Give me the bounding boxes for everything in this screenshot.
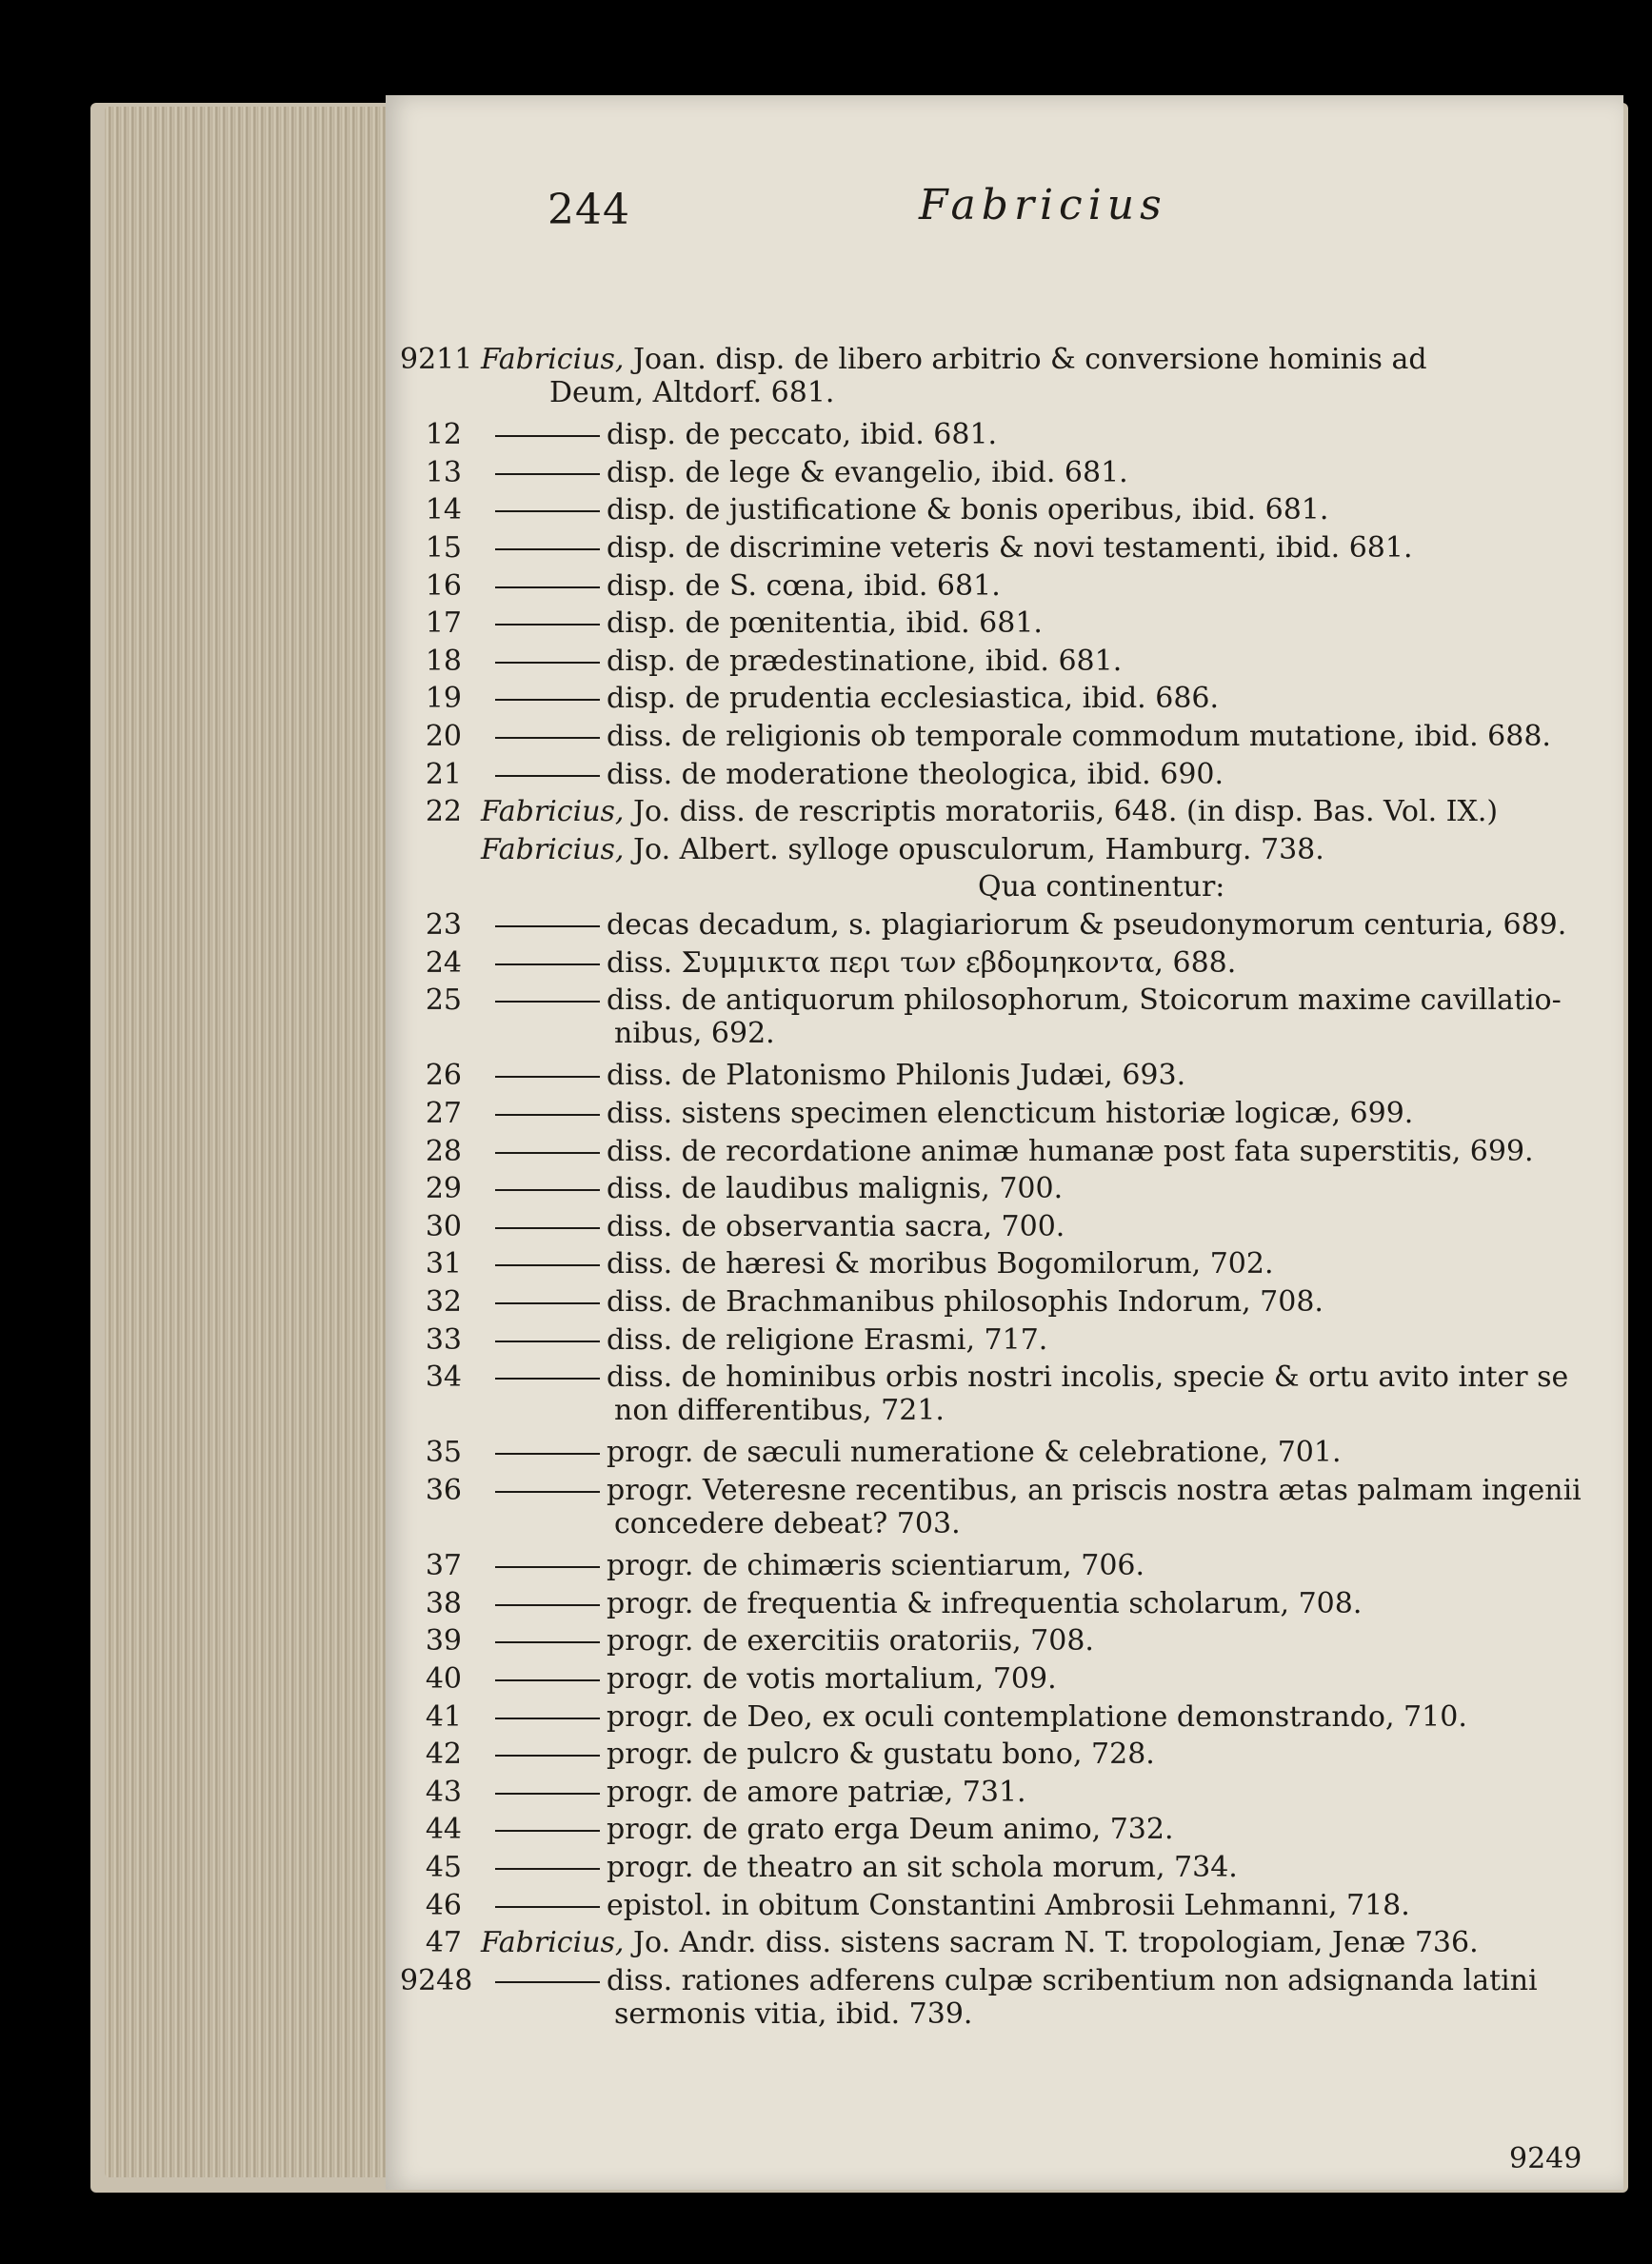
entry-text bbox=[607, 1624, 1094, 1658]
entry-number: 26 bbox=[425, 1059, 462, 1093]
ditto-dash bbox=[495, 1981, 600, 1983]
ditto-dash bbox=[495, 1001, 600, 1003]
entry-title: disp. de S. cœna, ibid. 681. bbox=[607, 568, 1001, 603]
entry-number: 37 bbox=[425, 1549, 462, 1583]
entry-number: 21 bbox=[425, 757, 462, 791]
ditto-dash bbox=[495, 1641, 600, 1643]
ditto-dash bbox=[495, 1076, 600, 1078]
entry-title: disp. de pœnitentia, ibid. 681. bbox=[607, 606, 1043, 641]
entry-title: progr. de pulcro & gustatu bono, 728. bbox=[607, 1738, 1155, 1772]
ditto-dash bbox=[495, 775, 600, 777]
entry-number: 33 bbox=[425, 1322, 462, 1357]
entry-title: Jo. Andr. diss. sistens sacram N. T. tropologiam, Jenæ 736. bbox=[624, 1926, 1479, 1960]
entry-continuation: sermonis vitia, ibid. 739. bbox=[614, 1996, 973, 2031]
entry-title: progr. de frequentia & infrequentia scholarum, 708. bbox=[607, 1586, 1363, 1620]
entry-number: 44 bbox=[425, 1813, 462, 1847]
entry-text bbox=[607, 720, 1551, 753]
entry-title: diss. de antiquorum philosophorum, Stoicorum maxime cavillatio- bbox=[607, 983, 1562, 1018]
entry-text bbox=[607, 531, 1413, 565]
entry-number: 27 bbox=[425, 1097, 462, 1130]
entry-number: 30 bbox=[425, 1209, 462, 1243]
entry-title: progr. Veteresne recentibus, an priscis nostra ætas palmam ingenii bbox=[607, 1474, 1582, 1507]
ditto-dash bbox=[495, 473, 600, 475]
entry-number: 25 bbox=[425, 983, 462, 1018]
running-title: Fabricius bbox=[919, 181, 1167, 229]
entry-number: 15 bbox=[425, 531, 462, 565]
entry-title: diss. de religione Erasmi, 717. bbox=[607, 1322, 1048, 1357]
entry-number: 29 bbox=[425, 1172, 462, 1206]
ditto-dash bbox=[495, 1378, 600, 1380]
ditto-dash bbox=[495, 1868, 600, 1870]
entry-number: 36 bbox=[425, 1474, 462, 1507]
entry-number: 46 bbox=[425, 1888, 462, 1922]
entry-number: 18 bbox=[425, 644, 462, 678]
book-page bbox=[386, 95, 1623, 2190]
ditto-dash bbox=[495, 1491, 600, 1493]
entry-number: 41 bbox=[425, 1699, 462, 1734]
entry-title: progr. de votis mortalium, 709. bbox=[607, 1662, 1057, 1696]
entry-title: diss. de religionis ob temporale commodum mutatione, ibid. 688. bbox=[607, 720, 1551, 753]
entry-number: 23 bbox=[425, 908, 462, 942]
ditto-dash bbox=[495, 1114, 600, 1116]
ditto-dash bbox=[495, 737, 600, 739]
entry-text bbox=[607, 1135, 1534, 1168]
entry-title: disp. de peccato, ibid. 681. bbox=[607, 418, 998, 452]
entry-title: diss. de hominibus orbis nostri incolis, specie & ortu avito inter se bbox=[607, 1360, 1569, 1395]
entry-number: 35 bbox=[425, 1436, 462, 1470]
ditto-dash bbox=[495, 1755, 600, 1757]
entry-number: 28 bbox=[425, 1134, 462, 1168]
entry-number: 13 bbox=[425, 455, 462, 489]
entry-text bbox=[607, 418, 997, 451]
entry-continuation: non differentibus, 721. bbox=[614, 1394, 945, 1428]
entry-title: progr. de Deo, ex oculi contemplatione demonstrando, 710. bbox=[607, 1699, 1467, 1734]
page-edges bbox=[105, 107, 409, 2177]
author-name: Fabricius, bbox=[481, 343, 625, 376]
ditto-dash bbox=[495, 925, 600, 927]
entry-text bbox=[607, 1587, 1362, 1620]
entry-number: 12 bbox=[425, 418, 462, 452]
entry-title: diss. de laudibus malignis, 700. bbox=[607, 1172, 1064, 1206]
catchword: 9249 bbox=[1509, 2142, 1582, 2175]
entry-text bbox=[607, 1172, 1063, 1205]
entry-text bbox=[481, 343, 1427, 409]
entry-title: progr. de theatro an sit schola morum, 734. bbox=[607, 1851, 1238, 1884]
entry-text bbox=[607, 1247, 1274, 1281]
entry-text bbox=[607, 493, 1328, 526]
entry-text bbox=[607, 645, 1122, 678]
ditto-dash bbox=[495, 1718, 600, 1719]
entry-title: disp. de prudentia ecclesiastica, ibid. 686. bbox=[607, 682, 1220, 716]
entry-text bbox=[607, 1776, 1026, 1809]
entry-text bbox=[607, 1436, 1342, 1469]
entry-number: 9211 bbox=[400, 343, 473, 376]
entry-number: 9248 bbox=[400, 1963, 473, 1997]
entry-number: 20 bbox=[425, 720, 462, 753]
entry-text bbox=[607, 1662, 1057, 1696]
entry-text bbox=[607, 908, 1566, 942]
entry-text bbox=[607, 1059, 1185, 1092]
entry-title: diss. de moderatione theologica, ibid. 690. bbox=[607, 757, 1224, 791]
entry-text bbox=[607, 1549, 1144, 1582]
entry-number: 43 bbox=[425, 1775, 462, 1809]
entry-text bbox=[607, 946, 1236, 980]
entry-title: diss. de hæresi & moribus Bogomilorum, 702. bbox=[607, 1247, 1274, 1281]
entry-title: progr. de sæculi numeratione & celebratione, 701. bbox=[607, 1436, 1342, 1470]
entry-continuation: nibus, 692. bbox=[614, 1017, 775, 1051]
entry-text bbox=[607, 758, 1224, 791]
entry-number: 47 bbox=[425, 1926, 462, 1960]
entry-title: diss. de recordatione animæ humanæ post fata superstitis, 699. bbox=[607, 1134, 1534, 1168]
entry-title: disp. de lege & evangelio, ibid. 681. bbox=[607, 455, 1128, 489]
entry-text bbox=[607, 1285, 1324, 1319]
entry-text bbox=[607, 1964, 1538, 2031]
ditto-dash bbox=[495, 1906, 600, 1908]
ditto-dash bbox=[495, 1152, 600, 1154]
ditto-dash bbox=[495, 662, 600, 664]
ditto-dash bbox=[495, 1679, 600, 1681]
entry-text bbox=[481, 795, 1498, 828]
entry-text bbox=[607, 456, 1128, 489]
entry-text bbox=[607, 1474, 1582, 1540]
ditto-dash bbox=[495, 1830, 600, 1832]
entry-title: Joan. disp. de libero arbitrio & conversione hominis ad bbox=[624, 343, 1427, 376]
author-name: Fabricius, bbox=[481, 1926, 625, 1960]
entry-number: 32 bbox=[425, 1285, 462, 1319]
entry-title: diss. de Brachmanibus philosophis Indorum, 708. bbox=[607, 1285, 1324, 1319]
entry-number: 42 bbox=[425, 1738, 462, 1772]
entry-title: disp. de prædestinatione, ibid. 681. bbox=[607, 644, 1123, 678]
entry-text bbox=[607, 682, 1219, 715]
entry-text bbox=[607, 1738, 1155, 1771]
ditto-dash bbox=[495, 548, 600, 550]
entry-title: diss. de Platonismo Philonis Judæi, 693. bbox=[607, 1059, 1186, 1093]
entry-text bbox=[481, 833, 1324, 866]
entry-number: 31 bbox=[425, 1247, 462, 1281]
entry-continuation: concedere debeat? 703. bbox=[614, 1507, 961, 1540]
ditto-dash bbox=[495, 510, 600, 512]
entry-number: 39 bbox=[425, 1624, 462, 1658]
ditto-dash bbox=[495, 624, 600, 626]
ditto-dash bbox=[495, 1793, 600, 1795]
entry-title: Jo. diss. de rescriptis moratoriis, 648. (in disp. Bas. Vol. IX.) bbox=[624, 795, 1499, 829]
entry-text bbox=[607, 983, 1562, 1050]
entry-title: progr. de chimæris scientiarum, 706. bbox=[607, 1549, 1145, 1583]
entry-title: Jo. Albert. sylloge opusculorum, Hamburg. 738. bbox=[624, 832, 1324, 866]
entry-title: disp. de justificatione & bonis operibus, ibid. 681. bbox=[607, 493, 1329, 527]
entry-text bbox=[607, 1210, 1065, 1243]
entry-text bbox=[607, 569, 1001, 603]
entry-title: decas decadum, s. plagiariorum & pseudonymorum centuria, 689. bbox=[607, 908, 1567, 942]
entry-number: 16 bbox=[425, 568, 462, 603]
entry-number: 17 bbox=[425, 606, 462, 641]
author-name: Fabricius, bbox=[481, 795, 625, 829]
author-name: Fabricius, bbox=[481, 832, 625, 866]
entry-number: 22 bbox=[425, 795, 462, 829]
ditto-dash bbox=[495, 1341, 600, 1342]
entry-text bbox=[607, 1097, 1413, 1130]
entry-title: diss. sistens specimen elencticum historiæ logicæ, 699. bbox=[607, 1097, 1414, 1130]
ditto-dash bbox=[495, 1302, 600, 1304]
entry-title: diss. de observantia sacra, 700. bbox=[607, 1209, 1065, 1243]
entry-title: progr. de grato erga Deum animo, 732. bbox=[607, 1813, 1174, 1847]
ditto-dash bbox=[495, 435, 600, 437]
page-number: 244 bbox=[547, 186, 630, 234]
entry-text bbox=[607, 606, 1043, 640]
entry-title: progr. de amore patriæ, 731. bbox=[607, 1775, 1026, 1809]
entry-title: diss. rationes adferens culpæ scribentium non adsignanda latini bbox=[607, 1963, 1538, 1997]
entry-title: epistol. in obitum Constantini Ambrosii Lehmanni, 718. bbox=[607, 1888, 1410, 1922]
entry-number: 34 bbox=[425, 1360, 462, 1395]
ditto-dash bbox=[495, 1566, 600, 1568]
ditto-dash bbox=[495, 699, 600, 701]
ditto-dash bbox=[495, 963, 600, 965]
entry-number: 45 bbox=[425, 1851, 462, 1884]
entry-continuation: Deum, Altdorf. 681. bbox=[549, 376, 835, 409]
ditto-dash bbox=[495, 1227, 600, 1229]
entry-title: disp. de discrimine veteris & novi testamenti, ibid. 681. bbox=[607, 531, 1413, 565]
entry-number: 24 bbox=[425, 945, 462, 980]
page-header bbox=[386, 181, 1623, 243]
entry-text bbox=[607, 1889, 1410, 1922]
entry-text bbox=[607, 1700, 1467, 1734]
entry-text bbox=[607, 1851, 1238, 1884]
entry-title: diss. Συμμικτα περι των εβδομηκοντα, 688. bbox=[607, 945, 1237, 980]
ditto-dash bbox=[495, 1604, 600, 1606]
entry-number: 40 bbox=[425, 1662, 462, 1696]
ditto-dash bbox=[495, 586, 600, 588]
entry-number: 38 bbox=[425, 1586, 462, 1620]
entry-number: 19 bbox=[425, 682, 462, 716]
ditto-dash bbox=[495, 1264, 600, 1266]
entry-text bbox=[481, 1926, 1479, 1959]
entry-text bbox=[607, 1360, 1568, 1427]
ditto-dash bbox=[495, 1453, 600, 1455]
sub-heading: Qua continentur: bbox=[978, 870, 1225, 904]
ditto-dash bbox=[495, 1189, 600, 1191]
entry-text bbox=[607, 1813, 1174, 1846]
entry-text bbox=[607, 1323, 1047, 1357]
entry-title: progr. de exercitiis oratoriis, 708. bbox=[607, 1624, 1094, 1658]
entry-number: 14 bbox=[425, 493, 462, 527]
